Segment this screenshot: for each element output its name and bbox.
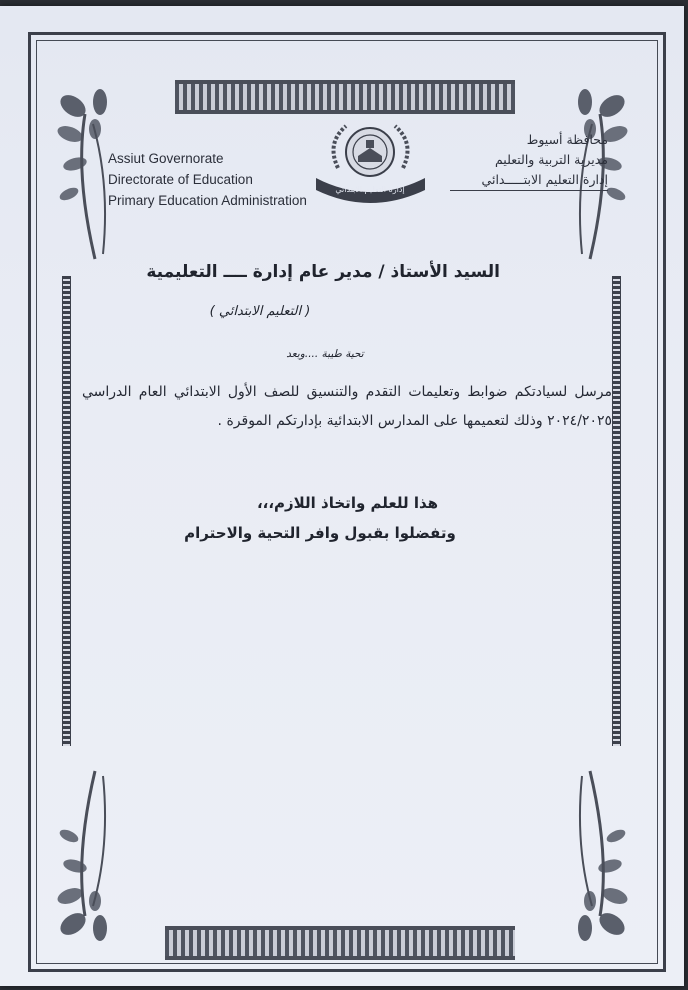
emblem-logo-icon <box>308 118 433 203</box>
corner-ornament-icon <box>55 766 125 946</box>
bottom-decorative-band <box>165 926 515 960</box>
top-decorative-band <box>175 80 515 114</box>
letter-body: مرسل لسيادتكم ضوابط وتعليمات التقدم والتنسيق للصف الأول الابتدائي العام الدراسي ٢٠٢٤/٢٠٢٥ وذلك لتعميمها على المدارس الابتدائية بإدارتكم الموقرة . <box>82 384 612 429</box>
english-header <box>108 148 307 211</box>
governorate-en: Assiut Governorate <box>108 151 224 166</box>
closing-line-2: وتفضلوا بقبول وافر التحية والاحترام <box>184 524 456 542</box>
administration-en: Primary Education Administration <box>108 193 307 208</box>
closing-line-1: هذا للعلم واتخاذ اللازم،،، <box>256 494 439 512</box>
salutation: السيد الأستاذ / مدير عام إدارة ــــ التعليمية <box>146 262 500 282</box>
directorate-ar: مديرية التربية والتعليم <box>494 152 608 167</box>
greeting: تحية طيبة ....وبعد <box>286 348 364 360</box>
logo-caption: إدارة التعليم الابتدائي <box>335 185 405 194</box>
left-decorative-bar <box>62 276 71 746</box>
right-decorative-bar <box>612 276 621 746</box>
governorate-ar: محافظة أسيوط <box>526 132 608 147</box>
administration-ar: إدارة التعليم الابتـــــدائي <box>450 170 608 191</box>
arabic-header <box>450 130 608 191</box>
department-line: ( التعليم الابتدائي ) <box>209 304 311 319</box>
directorate-en: Directorate of Education <box>108 172 253 187</box>
letter-page <box>0 6 684 986</box>
corner-ornament-icon <box>560 766 630 946</box>
